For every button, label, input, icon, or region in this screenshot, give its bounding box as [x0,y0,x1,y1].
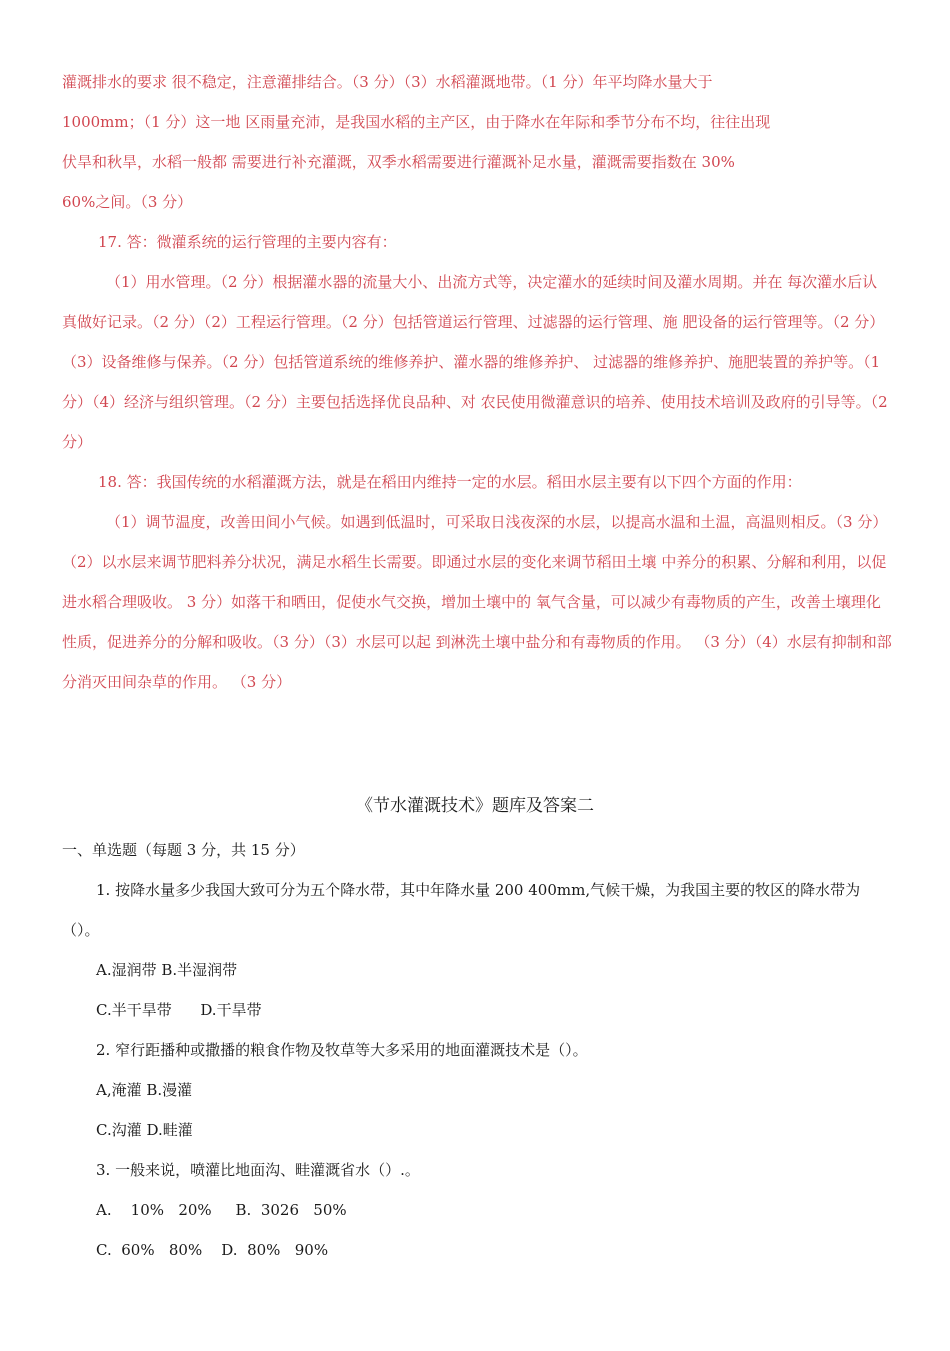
question-3-options-cd: C. 60% 80% D. 80% 90% [96,1241,329,1259]
answer-continuation-line: 伏旱和秋旱，水稻一般都 需要进行补充灌溉，双季水稻需要进行灌溉补足水量，灌溉需要指数在 30% [62,153,735,171]
answer-section [62,62,892,702]
question-1-stem: 1. 按降水量多少我国大致可分为五个降水带，其中年降水量 200 400mm,气候干燥，为我国主要的牧区的降水带为（）。 [62,881,861,939]
question-2-stem: 2. 窄行距播种或撒播的粮食作物及牧草等大多采用的地面灌溉技术是（）。 [96,1041,588,1059]
question-3-stem: 3. 一般来说，喷灌比地面沟、畦灌溉省水（）.。 [96,1161,420,1179]
question-2-options-cd: C.沟灌 D.畦灌 [96,1121,193,1139]
answer-continuation-line: 1000mm；（1 分）这一地 区雨量充沛，是我国水稻的主产区，由于降水在年际和季节分布不均，往往出现 [62,113,771,131]
document-title: 《节水灌溉技术》题库及答案二 [356,796,594,816]
answer-17-heading: 17. 答：微灌系统的运行管理的主要内容有： [98,233,397,251]
answer-continuation-line: 60%之间。（3 分） [62,193,193,211]
section-heading: 一、单选题（每题 3 分，共 15 分） [62,841,305,859]
question-3-options-ab: A. 10% 20% B. 3026 50% [96,1201,347,1219]
answer-18-heading: 18. 答：我国传统的水稻灌溉方法，就是在稻田内维持一定的水层。稻田水层主要有以下四个方面的作用： [98,473,802,491]
question-1-options-ab: A.湿润带 B.半湿润带 [96,961,238,979]
question-1-options-cd: C.半干旱带 D.干旱带 [96,1001,262,1019]
question-2-options-ab: A,淹灌 B.漫灌 [96,1081,193,1099]
answer-17-body: （1）用水管理。（2 分）根据灌水器的流量大小、出流方式等，决定灌水的延续时间及灌水周期。并在 每次灌水后认真做好记录。（2 分）（2）工程运行管理。（2 分）包括管道运行管理、过滤器的运行管理、施 肥设备的运行管理等。（2 分）（3）设备维修与保养。（2 分）包括管道系统的维修养护、灌水器的维修养护、 过滤器的维修养护、施肥装置的养护等。（1 分）（4）经济与组织管理。（2 分）主要包括选择优良品种、对 农民使用微灌意识的培养、使用技术培训及政府的引导等。（2 分） [62,273,888,451]
answer-18-body: （1）调节温度，改善田间小气候。如遇到低温时，可采取日浅夜深的水层，以提高水温和土温，高温则相反。（3 分）（2）以水层来调节肥料养分状况，满足水稻生长需要。即通过水层的变化来调节稻田土壤 中养分的积累、分解和利用，以促进水稻合理吸收。 3 分）如落干和晒田，促使水气交换，增加土壤中的 氧气含量，可以减少有毒物质的产生，改善土壤理化性质，促进养分的分解和吸收。（3 分）（3）水层可以起 到淋洗土壤中盐分和有毒物质的作用。 （3 分）（4）水层有抑制和部分消灭田间杂草的作用。 （3 分） [62,513,892,691]
question-section [62,830,892,1270]
answer-continuation-line: 灌溉排水的要求 很不稳定，注意灌排结合。（3 分）（3）水稻灌溉地带。（1 分）年平均降水量大于 [62,73,713,91]
